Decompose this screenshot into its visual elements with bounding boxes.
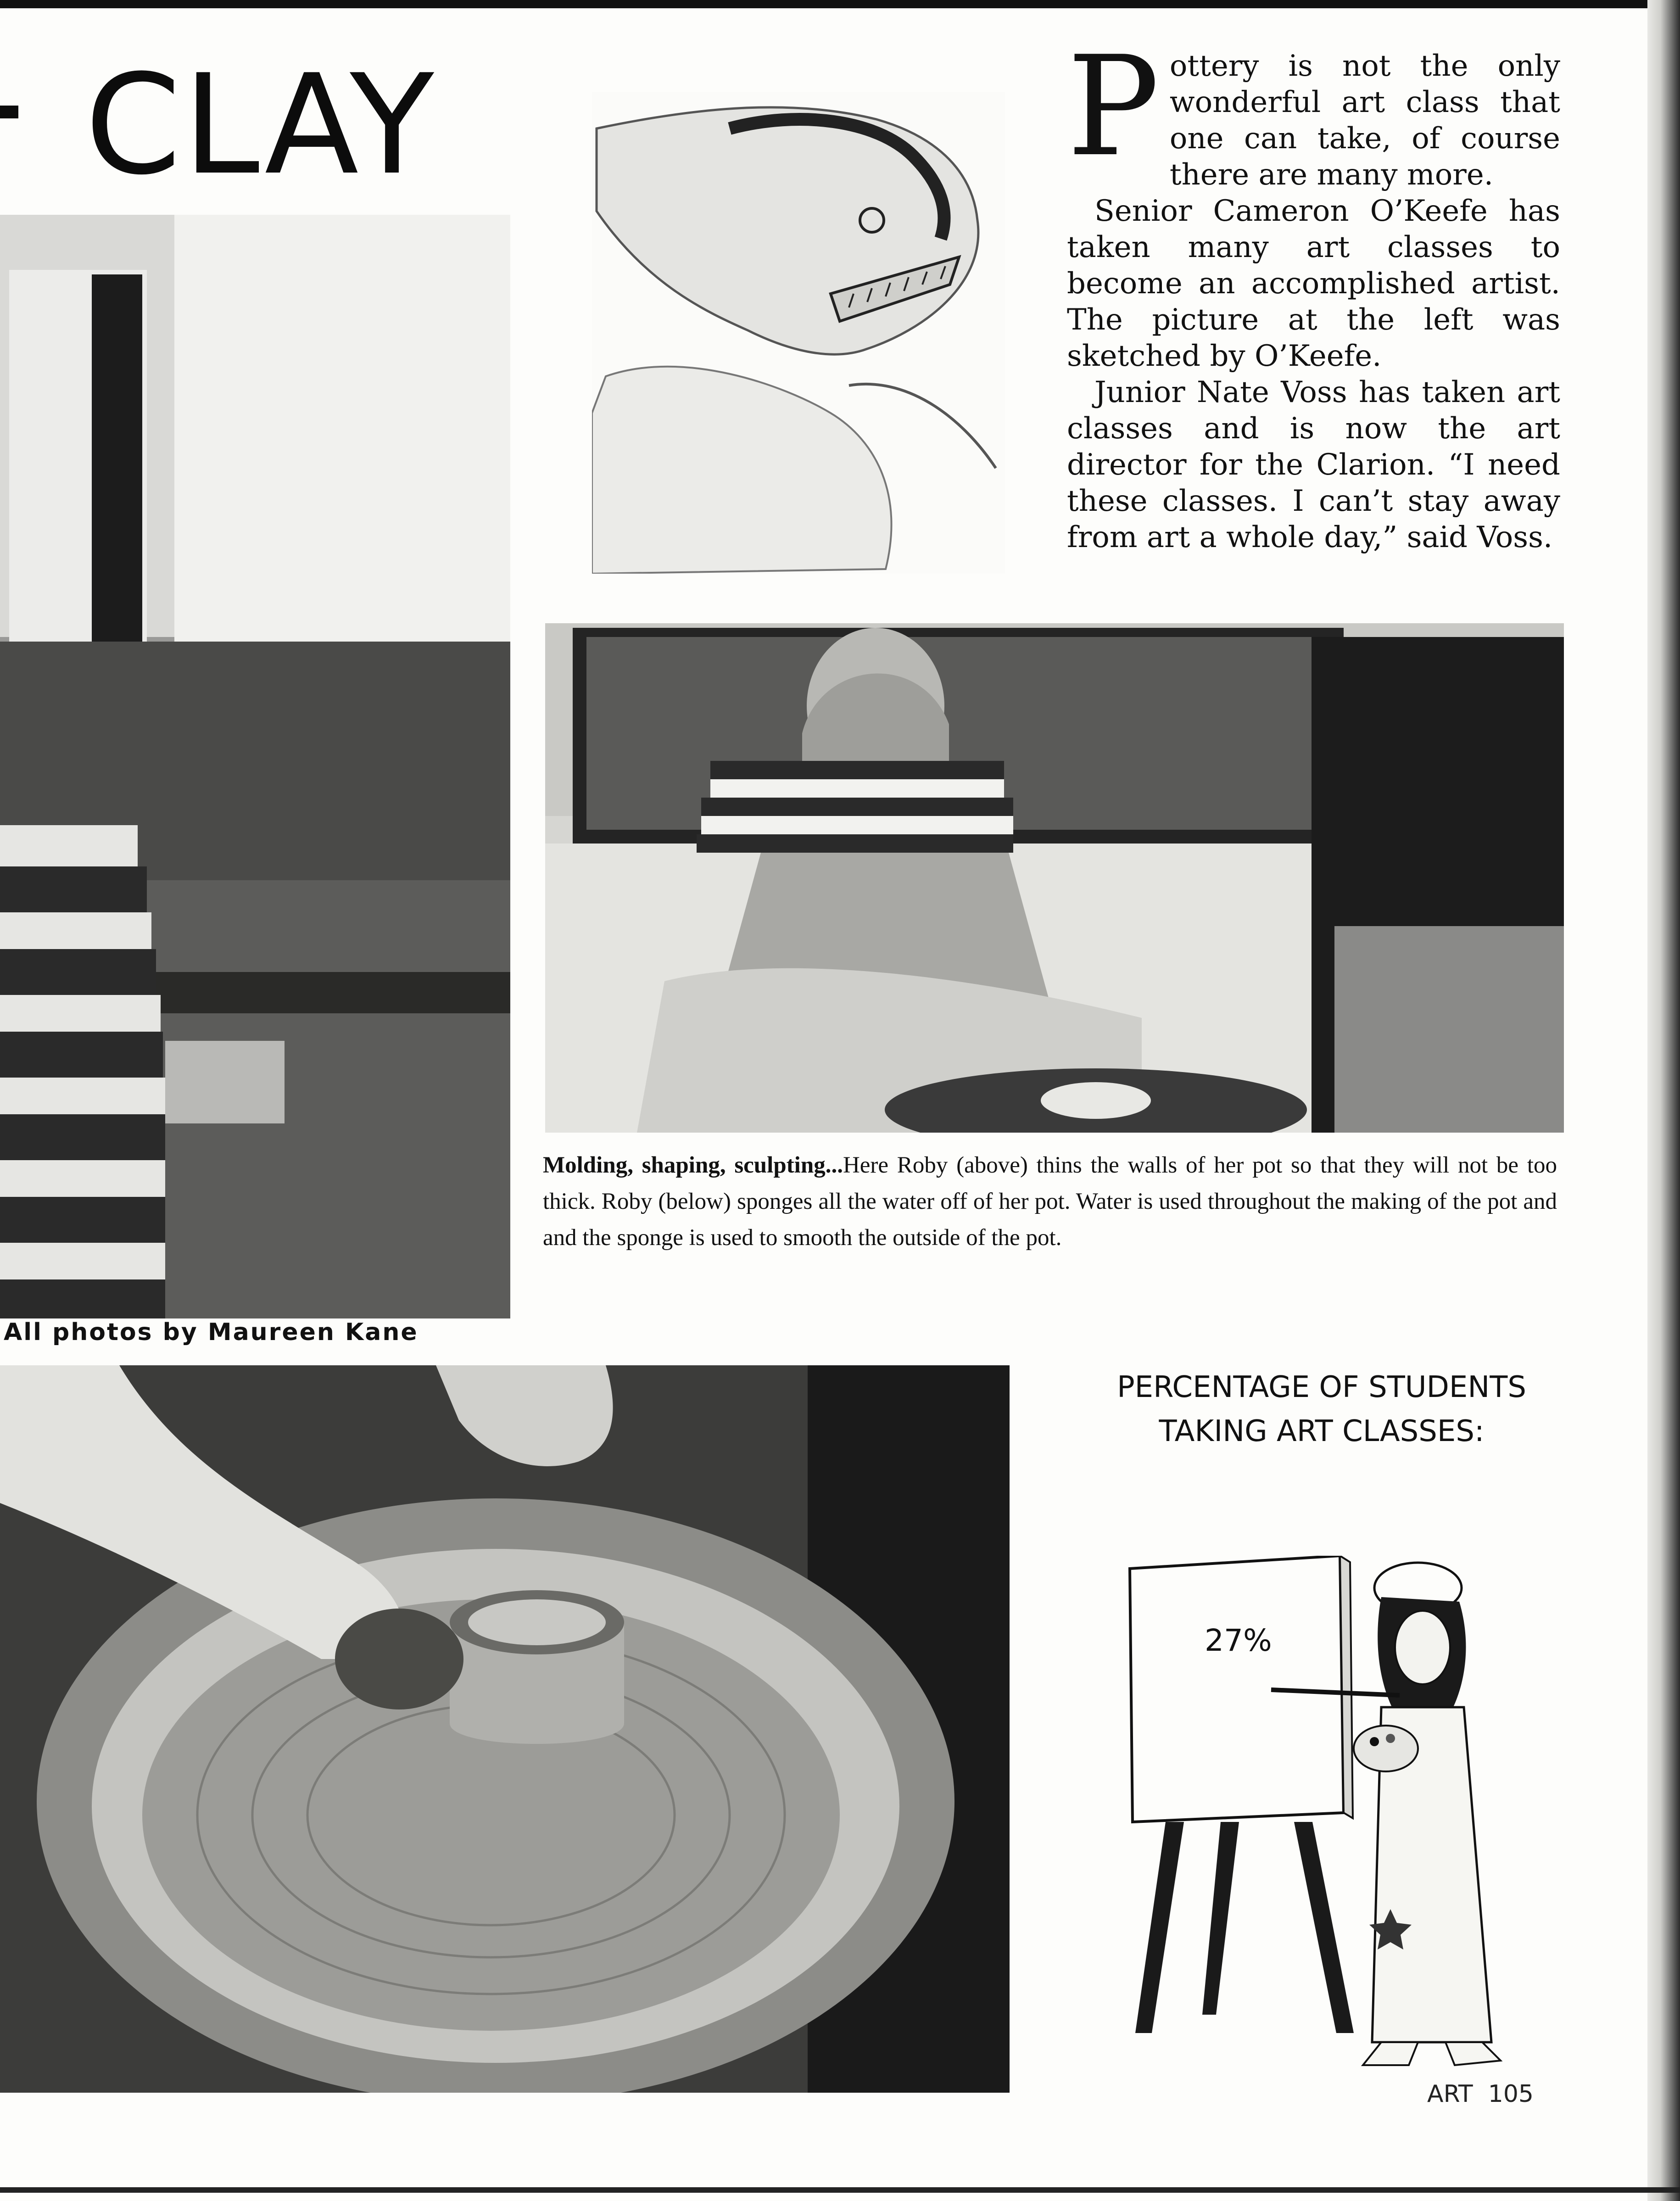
stat-value: 27% xyxy=(1205,1623,1272,1658)
caption-lead: Molding, shaping, sculpting... xyxy=(543,1152,843,1178)
folio-section: ART xyxy=(1427,2080,1473,2108)
infographic-title: PERCENTAGE OF STUDENTS TAKING ART CLASSES: xyxy=(1117,1370,1526,1448)
photo-classroom xyxy=(0,215,510,1318)
drop-cap: P xyxy=(1067,27,1160,187)
photo-credit: All photos by Maureen Kane xyxy=(4,1318,419,1346)
intro-paragraph-1: Pottery is not the only wonderful art class that one can take, of course there are many more. xyxy=(1067,27,1560,192)
dinosaur-sketch xyxy=(592,92,1005,574)
page-binding-edge xyxy=(1647,0,1680,2201)
photo-student-wheel xyxy=(545,623,1564,1133)
painter-at-easel-icon xyxy=(1124,1556,1546,2074)
page-folio xyxy=(1427,2078,1546,2110)
page-top-edge xyxy=(0,0,1680,8)
intro-article xyxy=(1067,27,1560,556)
page-bottom-edge xyxy=(0,2187,1680,2193)
folio-page-number: 105 xyxy=(1488,2080,1534,2108)
photo-sponge-pot xyxy=(0,1365,1010,2093)
photo-caption xyxy=(543,1147,1557,1256)
caption-body: Here Roby (above) thins the walls of her pot so that they will not be too thick. Roby (below) sponges all the water off of her pot. Water is used throughout the making of the pot and and the sponge is used to smooth the outside of the pot. xyxy=(543,1152,1557,1251)
intro-paragraph-2: Senior Cameron O’Keefe has taken many art classes to become an accomplished artist. The picture at the left was sketched by O’Keefe. xyxy=(1067,194,1560,373)
intro-paragraph-3: Junior Nate Voss has taken art classes and is now the art director for the Clarion. “I need these classes. I can’t stay away from art a whole day,” said Voss. xyxy=(1067,375,1560,554)
headline-fragment xyxy=(0,106,18,118)
page-headline: CLAY xyxy=(85,45,436,205)
